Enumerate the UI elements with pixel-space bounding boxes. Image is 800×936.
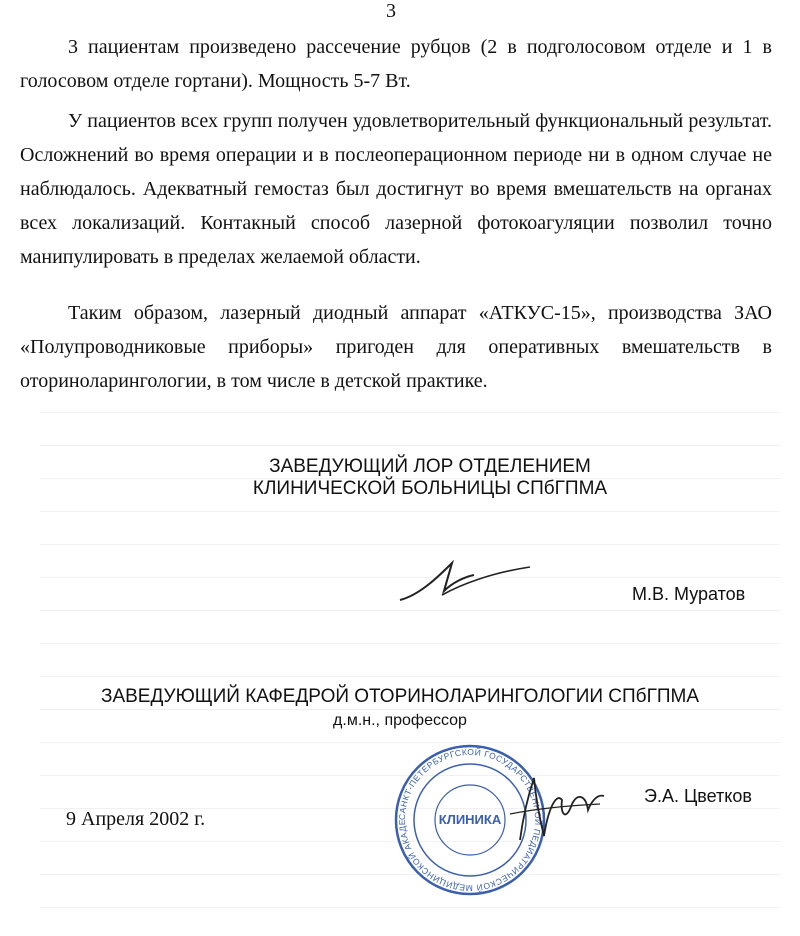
signature-1-line2: КЛИНИЧЕСКОЙ БОЛЬНИЦЫ СПбГПМА — [252, 478, 608, 499]
signature-2-name: Э.А. Цветков — [644, 786, 752, 806]
page-number: 3 — [386, 0, 396, 22]
signature-1-handwriting — [390, 555, 540, 615]
signature-2-handwriting — [500, 770, 610, 850]
signature-1-name: М.В. Муратов — [632, 584, 746, 604]
document-date: 9 Апреля 2002 г. — [66, 808, 206, 830]
signature-2-line2: д.м.н., профессор — [333, 712, 467, 729]
paragraph-2: У пациентов всех групп получен удовлетворительный функциональный результат. Осложнений во время операции и в послеоперационном периоде ни в одном случае не наблюдалось. Адекватный гемостаз был достигнут во время вмешательств на органах всех локализаций. Контакный способ лазерной фотокоагуляции позволил точно манипулировать в пределах желаемой области. — [20, 110, 772, 268]
paragraph-1: 3 пациентам произведено рассечение рубцов (2 в подголосовом отделе и 1 в голосовом отделе гортани). Мощность 5-7 Вт. — [20, 36, 772, 92]
paragraph-3: Таким образом, лазерный диодный аппарат «АТКУС-15», производства ЗАО «Полупроводниковые приборы» пригоден для оперативных вмешательств в оториноларингологии, в том числе в детской практике. — [20, 302, 772, 392]
signature-2-line1: ЗАВЕДУЮЩИЙ КАФЕДРОЙ ОТОРИНОЛАРИНГОЛОГИИ СПбГПМА — [100, 686, 700, 707]
signature-2-title — [60, 686, 740, 732]
stamp-center-text: КЛИНИКА — [438, 812, 502, 827]
signature-1-title — [150, 456, 710, 500]
stamp-ring-text: САНКТ-ПЕТЕРБУРГСКОЙ ГОСУДАРСТВЕННОЙ ПЕДИАТРИЧЕСКОЙ МЕДИЦИНСКОЙ АКАДЕМИИ МИНЗДРАВА — [386, 732, 544, 894]
signature-1-line1: ЗАВЕДУЮЩИЙ ЛОР ОТДЕЛЕНИЕМ — [269, 456, 591, 477]
